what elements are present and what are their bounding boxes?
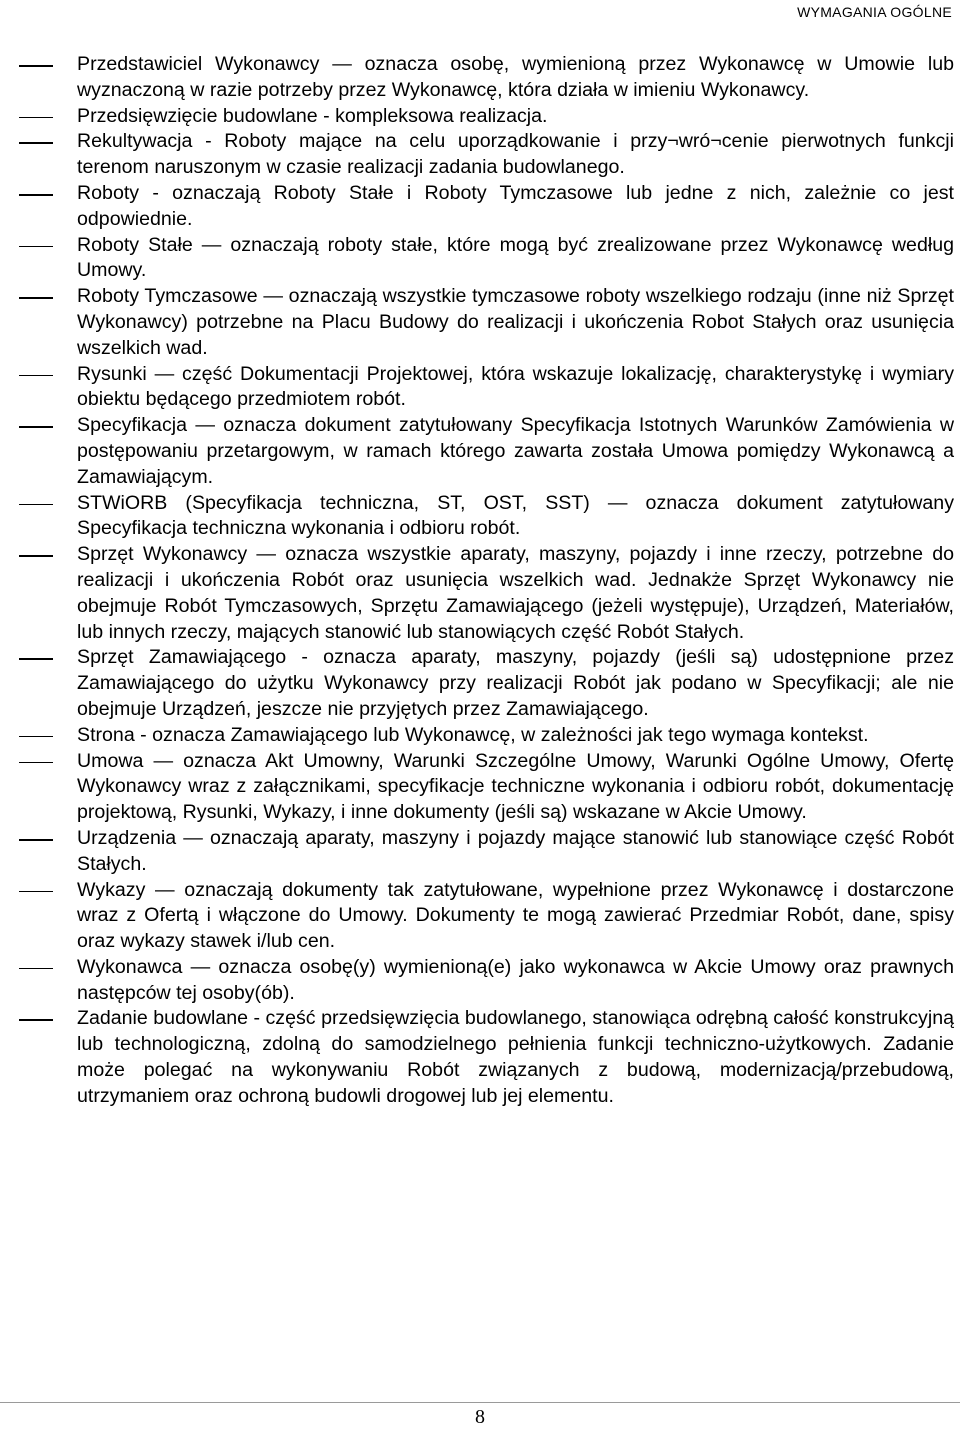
- definition-list: [0, 52, 960, 1110]
- dash-bullet-icon: [19, 65, 53, 67]
- definition-item: [0, 284, 960, 361]
- definition-text: Roboty - oznaczają Roboty Stałe i Roboty Tymczasowe lub jedne z nich, zależnie co jest odpowiednie.: [77, 181, 954, 230]
- dash-bullet-icon: [19, 891, 53, 893]
- definition-text: Rekultywacja - Roboty mające na celu uporządkowanie i przy¬wró¬cenie pierwotnych funkcji terenom naruszonym w czasie realizacji zadania budowlanego.: [77, 130, 954, 179]
- dash-bullet-icon: [19, 297, 53, 299]
- dash-bullet-icon: [19, 839, 53, 841]
- definition-text: Przedsięwzięcie budowlane - kompleksowa realizacja.: [77, 104, 548, 127]
- definition-item: [0, 723, 960, 749]
- dash-bullet-icon: [19, 246, 53, 248]
- definition-text: Przedstawiciel Wykonawcy — oznacza osobę, wymienioną przez Wykonawcę w Umowie lub wyznaczoną w razie potrzeby przez Wykonawcę, która działa w imieniu Wykonawcy.: [77, 53, 954, 101]
- definition-item: [0, 129, 960, 181]
- definition-item: [0, 104, 960, 130]
- definition-item: [0, 181, 960, 233]
- definition-text: STWiORB (Specyfikacja techniczna, ST, OST, SST) — oznacza dokument zatytułowany Specyfikacja techniczna wykonania i odbioru robót.: [77, 491, 954, 540]
- definition-item: [0, 878, 960, 955]
- dash-bullet-icon: [19, 762, 53, 764]
- page-number: 8: [475, 1406, 485, 1428]
- dash-bullet-icon: [19, 504, 53, 506]
- dash-bullet-icon: [19, 142, 53, 144]
- definition-text: Specyfikacja — oznacza dokument zatytułowany Specyfikacja Istotnych Warunków Zamówienia w postępowaniu przetargowym, w ramach którego zawarta została Umowa pomiędzy Wykonawcą a Zamawiającym.: [77, 414, 954, 488]
- dash-bullet-icon: [19, 117, 53, 119]
- definition-item: [0, 955, 960, 1007]
- definition-text: Zadanie budowlane - część przedsięwzięcia budowlanego, stanowiąca odrębną całość konstrukcyjną lub technologiczną, zdolną do samodzielnego pełnienia funkcji techniczno-użytkowych. Zadanie może polegać na wykonywaniu Robót związanych z budową, modernizacją/przebudową, utrzymaniem oraz ochroną budowli drogowej lub jej elementu.: [77, 1007, 954, 1107]
- definition-text: Sprzęt Zamawiającego - oznacza aparaty, maszyny, pojazdy (jeśli są) udostępnione przez Zamawiającego do użytku Wykonawcy przy realizacji Robót jak podano w Specyfikacji; ale nie obejmuje Urządzeń, jeszcze nie przyjętych przez Zamawiającego.: [77, 646, 954, 720]
- dash-bullet-icon: [19, 968, 53, 970]
- definition-text: Rysunki — część Dokumentacji Projektowej, która wskazuje lokalizację, charakterystykę i wymiary obiektu będącego przedmiotem robót.: [77, 362, 954, 411]
- definition-text: Roboty Tymczasowe — oznaczają wszystkie tymczasowe roboty wszelkiego rodzaju (inne niż Sprzęt Wykonawcy) potrzebne na Placu Budowy do realizacji i ukończenia Robot Stałych oraz usunięcia wszelkich wad.: [77, 285, 954, 359]
- dash-bullet-icon: [19, 555, 53, 557]
- footer-divider: [0, 1402, 960, 1403]
- definition-item: [0, 645, 960, 722]
- definition-item: [0, 233, 960, 285]
- definition-text: Sprzęt Wykonawcy — oznacza wszystkie aparaty, maszyny, pojazdy i inne rzeczy, potrzebne do realizacji i ukończenia Robót oraz usunięcia wszelkich wad. Jednakże Sprzęt Wykonawcy nie obejmuje Robót Tymczasowych, Sprzętu Zamawiającego (jeżeli występuje), Urządzeń, Materiałów, lub innych rzeczy, mających stanowić lub stanowiących część Robót Stałych.: [77, 543, 954, 643]
- definition-text: Strona - oznacza Zamawiającego lub Wykonawcę, w zależności jak tego wymaga kontekst.: [77, 723, 869, 746]
- definition-text: Wykazy — oznaczają dokumenty tak zatytułowane, wypełnione przez Wykonawcę i dostarczone wraz z Ofertą i włączone do Umowy. Dokumenty te mogą zawierać Przedmiar Robót, dane, spisy oraz wykazy stawek i/lub cen.: [77, 878, 954, 953]
- dash-bullet-icon: [19, 1019, 53, 1021]
- definition-item: [0, 491, 960, 543]
- definition-item: [0, 749, 960, 826]
- definition-text: Roboty Stałe — oznaczają roboty stałe, które mogą być zrealizowane przez Wykonawcę według Umowy.: [77, 233, 954, 282]
- dash-bullet-icon: [19, 658, 53, 660]
- definition-item: [0, 826, 960, 878]
- definition-item: [0, 52, 960, 104]
- definition-item: [0, 542, 960, 645]
- dash-bullet-icon: [19, 736, 53, 738]
- definition-text: Umowa — oznacza Akt Umowny, Warunki Szczególne Umowy, Warunki Ogólne Umowy, Ofertę Wykonawcy wraz z załącznikami, specyfikacje techniczne wykonania i odbioru robót, dokumentację projektową, Rysunki, Wykazy, i inne dokumenty (jeśli są) wskazane w Akcie Umowy.: [77, 749, 954, 824]
- definition-item: [0, 362, 960, 414]
- definition-item: [0, 1006, 960, 1109]
- dash-bullet-icon: [19, 426, 53, 428]
- definition-text: Wykonawca — oznacza osobę(y) wymienioną(e) jako wykonawca w Akcie Umowy oraz prawnych następców tej osoby(ób).: [77, 955, 954, 1004]
- dash-bullet-icon: [19, 194, 53, 196]
- definition-text: Urządzenia — oznaczają aparaty, maszyny i pojazdy mające stanowić lub stanowiące część Robót Stałych.: [77, 826, 954, 875]
- running-header: WYMAGANIA OGÓLNE: [797, 4, 952, 20]
- definition-item: [0, 413, 960, 490]
- dash-bullet-icon: [19, 375, 53, 377]
